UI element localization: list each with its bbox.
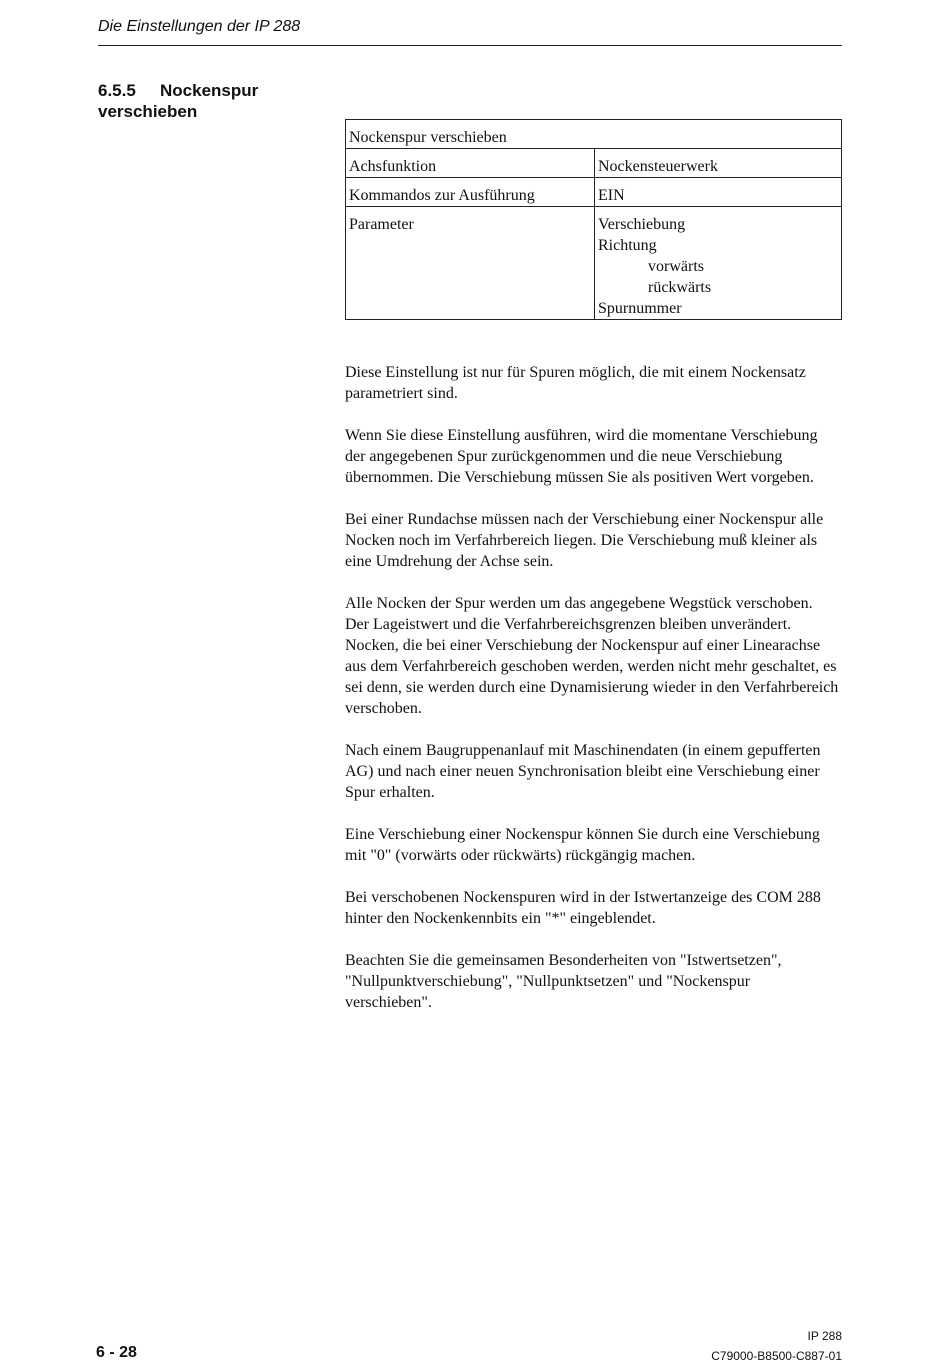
table-row [346, 178, 842, 207]
body-text [345, 362, 840, 1034]
parameter-subvalue: rückwärts [648, 279, 712, 296]
parameter-value: Spurnummer [598, 300, 682, 317]
page-number: 6 - 28 [96, 1344, 137, 1361]
parameter-subvalue: vorwärts [648, 258, 704, 275]
table-cell-value [595, 207, 842, 320]
paragraph: Bei verschobenen Nockenspuren wird in der Istwertanzeige des COM 288 hinter den Nockenkennbits ein "*" eingeblendet. [345, 889, 821, 927]
paragraph: Nach einem Baugruppenanlauf mit Maschinendaten (in einem gepufferten AG) und nach einer neuen Synchronisation bleibt eine Verschiebung einer Spur erhalten. [345, 742, 821, 801]
parameter-value: Verschiebung [598, 216, 686, 233]
parameter-table [345, 119, 842, 320]
section-heading [98, 80, 328, 122]
table-cell-label: Kommandos zur Ausführung [346, 178, 595, 207]
header-rule [98, 45, 842, 46]
table-cell-label: Achsfunktion [346, 149, 595, 178]
paragraph: Bei einer Rundachse müssen nach der Verschiebung einer Nockenspur alle Nocken noch im Verfahrbereich liegen. Die Verschiebung muß kleiner als eine Umdrehung der Achse sein. [345, 511, 824, 570]
footer-info [711, 1326, 842, 1366]
paragraph: Beachten Sie die gemeinsamen Besonderheiten von "Istwertsetzen", "Nullpunktverschiebung", "Nullpunktsetzen" und "Nockenspur verschieben". [345, 952, 782, 1011]
order-number: C79000-B8500-C887-01 [711, 1349, 842, 1363]
table-row [346, 149, 842, 178]
table-cell-value: EIN [595, 178, 842, 207]
table-title: Nockenspur verschieben [346, 120, 842, 149]
parameter-value: Richtung [598, 237, 657, 254]
paragraph: Wenn Sie diese Einstellung ausführen, wird die momentane Verschiebung der angegebenen Spur zurückgenommen und die neue Verschiebung übernommen. Die Verschiebung müssen Sie als positiven Wert vorgeben. [345, 427, 818, 486]
running-header: Die Einstellungen der IP 288 [98, 18, 301, 35]
paragraph: Alle Nocken der Spur werden um das angegebene Wegstück verschoben. Der Lageistwert und die Verfahrbereichsgrenzen bleiben unverändert. Nocken, die bei einer Verschiebung der Nockenspur auf einer Linearachse aus dem Verfahrbereich geschoben werden, werden nicht mehr geschaltet, es sei denn, sie werden durch eine Dynamisierung wieder in den Verfahrbereich verschoben. [345, 595, 839, 717]
product-name: IP 288 [807, 1329, 842, 1343]
paragraph: Eine Verschiebung einer Nockenspur können Sie durch eine Verschiebung mit "0" (vorwärts oder rückwärts) rückgängig machen. [345, 826, 820, 864]
table-cell-value: Nockensteuerwerk [595, 149, 842, 178]
table-cell-label: Parameter [346, 207, 595, 320]
table-row [346, 207, 842, 320]
section-number: 6.5.5 [98, 81, 136, 100]
section-title: Nockenspur verschieben [98, 81, 259, 121]
paragraph: Diese Einstellung ist nur für Spuren möglich, die mit einem Nockensatz parametriert sind. [345, 364, 806, 402]
